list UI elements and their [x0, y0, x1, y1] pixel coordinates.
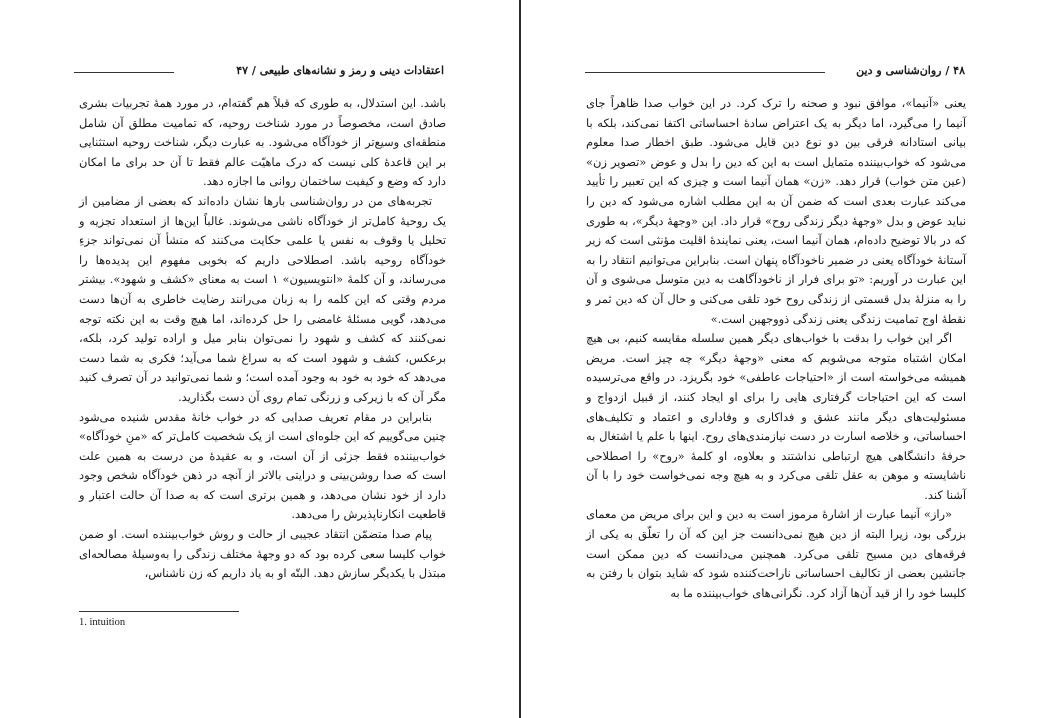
right-page-header [585, 62, 965, 82]
right-page-body [586, 94, 966, 603]
paragraph: باشد. این استدلال، به طوری که قبلاً هم گفته‌ام، در مورد همهٔ تجربیات بشری صادق است، مخصوصاً در مورد شناخت روحیه، که تمامیت مطلق آن شامل منطقه‌ای وسیع‌تر از خودآگاه می‌شود. به عبارت دیگر، شناخت روحیه استثنایی بر این قاعدهٔ کلی نیست که درک ماهیّت عالم فقط تا آن حد برای ما امکان دارد که وضع و کیفیت ساختمان روانی ما اجازه دهد. [79, 96, 446, 189]
header-rule [74, 72, 174, 73]
paragraph: تجربه‌های من در روان‌شناسی بارها نشان داده‌اند که بعضی از مضامین از یک روحیهٔ کامل‌تر از خودآگاه ناشی می‌شوند. غالباً این‌ها از استعداد تجزیه و تحلیل یا وقوف به نفس یا علمی حکایت می‌کنند که منشأ آن نمی‌تواند جزءِ خودآگاه روحیه باشد. اصطلاحی داریم که بخوبی مفهوم این پدیده‌ها را می‌رساند، و آن کلمهٔ «انتویسیون» ۱ است به معنای «کشف و شهود». بیشتر مردم وقتی که این کلمه را به زبان می‌رانند رضایت خاطری به آن‌ها دست می‌دهد، گویی مسئلهٔ غامضی را حل کرده‌اند، اما هیچ وقت به این نکته توجه نمی‌کنند که کشف و شهود را نمی‌توان بنابر میل و اراده تولید کرد، بلکه، برعکس، کشف و شهود است که به سراغ شما می‌آید؛ فکری به شما دست می‌دهد که خود به خود به وجود آمده است؛ و شما نمی‌توانید در آن تصرف کنید مگر آن که با زیرکی و زرنگی تمام روی آن دست بگذارید. [79, 193, 446, 404]
left-page [0, 0, 519, 718]
paragraph: «راز» آنیما عبارت از اشارهٔ مرموز است به دین و این برای مریض من معمای بزرگی بود، زیرا البته از دین هیچ نمی‌دانست جز این که آن را تعلّق به یکی از فرقه‌های دین مسیح تلقی می‌کرد. همچنین می‌دانست که دین ممکن است جانشین بعضی از تکالیف احساساتی ناراحت‌کننده شود که شاید بتوان با رفتن به کلیسا خود را از قید آن‌ها آزاد کرد. نگرانی‌های خواب‌بیننده ما به [586, 507, 966, 600]
left-page-running-title: اعتقادات دینی و رمز و نشانه‌های طبیعی / ۴۷ [236, 64, 444, 77]
paragraph: پیام صدا متضمّن انتقاد عجیبی از حالت و روش خواب‌بیننده است. او ضمن خواب کلیسا سعی کرده بود که دو وجههٔ مختلف زندگی را به‌وسیلهٔ مصالحه‌ای مبتذل با یکدیگر سازش دهد. البتّه او به یاد داریم که زن ناشناس، [79, 527, 446, 581]
paragraph: یعنی «آنیما»، موافق نبود و صحنه را ترک کرد. در این خواب صدا ظاهراً جای آنیما را می‌گیرد، اما دیگر به یک اعتراض سادهٔ احساساتی اکتفا نمی‌کند، بلکه با بیانی استادانه فرقی بین دو نوع دین قایل می‌شود. طبق اخطار صدا معلوم می‌شود که خواب‌بیننده متمایل است به این که دین را بدل و عوض «تصویر زن» (عین متن خواب) قرار دهد. «زن» همان آنیما است و چیزی که این تعبیر را تأیید می‌کند عبارت بعدی است که ضمن آن به این مطلب اشاره می‌شود که دین را نباید عوض و بدل «وجههٔ دیگر زندگی روح» قرار داد. این «وجههٔ دیگر»، به طوری که در بالا توضیح داده‌ام، همان آنیما است، یعنی نمایندهٔ اقلیت مؤنثی است که زیر آستانهٔ خودآگاه یعنی در ضمیر ناخودآگاه پنهان است. بنابراین می‌توانیم انتقاد را به این عبارت در آوریم: «تو برای فرار از ناخودآگاهت به دین متوسل می‌شوی و آن را به منزلهٔ بدل قسمتی از زندگی روح خود تلقی می‌کنی و حال آن که دین ثمر و نقطهٔ اوج تمامیت زندگی یعنی زندگی ذووجهین است.» [586, 96, 966, 326]
footnote-rule [79, 611, 239, 612]
right-page [521, 0, 1039, 718]
left-page-header [74, 62, 444, 82]
left-page-body [79, 94, 446, 584]
right-page-running-title: ۴۸ / روان‌شناسی و دین [856, 64, 965, 77]
paragraph: اگر این خواب را بدقت با خواب‌های دیگر همین سلسله مقایسه کنیم، بی هیچ امکان اشتباه متوجه می‌شویم که معنی «وجههٔ دیگر» چه چیز است. مریض همیشه می‌خواسته است از «احتیاجات عاطفی» خود بگریزد. در واقع می‌ترسیده است که این احتیاجات گرفتاری هایی را برای او ایجاد کنند، از قبیل ازدواج و مسئولیت‌های دیگر مانند عشق و فداکاری و وفاداری و اعتماد و تکلیف‌های احساساتی، و خلاصه اسارت در دست نیازمندی‌های روح. اینها با علم یا اشتغال به حرفهٔ دانشگاهی هیچ ارتباطی نداشتند و بعلاوه، او کلمهٔ «روح» را اصطلاحی ناشایسته و موهن به عقل تلقی می‌کرد و به هیچ وجه نمی‌خواست خود را با آن آشنا کند. [586, 331, 966, 502]
header-rule [585, 72, 825, 73]
paragraph: بنابراین در مقام تعریف صدایی که در خواب خانهٔ مقدس شنیده می‌شود چنین می‌گوییم که این جلوه‌ای است از یک شخصیت کامل‌تر که «منِ خودآگاه» خواب‌بیننده فقط جزئی از آن است، و به عقیدهٔ من درست به همین علت است که صدا روشن‌بینی و درایتی بالاتر از آنچه در ذهن خودآگاه شخص وجود دارد از خود نشان می‌دهد، و همین برتری است که به صدا آن حالت اعتبار و قاطعیت انکارناپذیرش را می‌دهد. [79, 409, 446, 522]
footnote: 1. intuition [79, 617, 126, 628]
